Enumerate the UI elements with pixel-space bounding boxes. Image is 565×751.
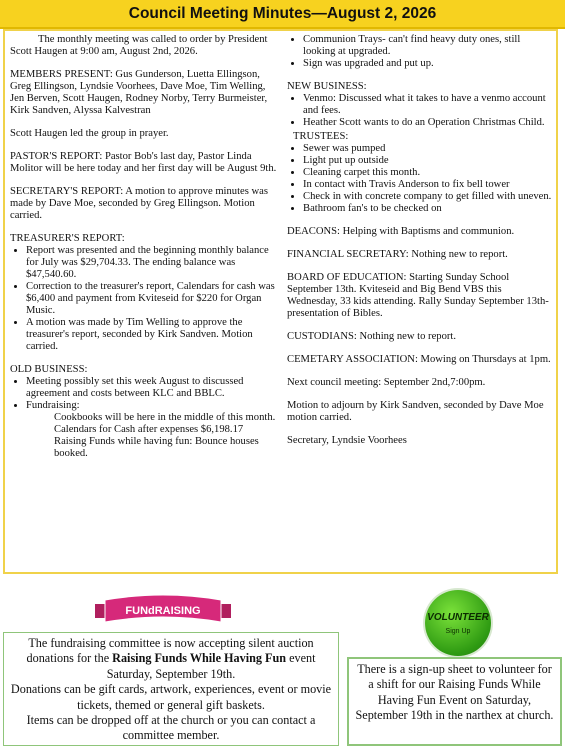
notice-line: event Saturday, September 19th. xyxy=(106,651,316,681)
trustees-heading: TRUSTEES: xyxy=(293,131,349,142)
list-item: • Communion Trays- can't find heavy duty ones, still looking at upgraded. xyxy=(303,34,553,58)
list-item: • Sewer was pumped xyxy=(303,143,553,155)
education-report: BOARD OF EDUCATION: Starting Sunday School September 13th. Kviteseid and Big Bend VBS this Wednesday, 33 kids attending. Rally Sunday September 13th- presentation of Bibles. xyxy=(287,272,549,319)
volunteer-signup-badge[interactable] xyxy=(425,590,491,656)
trustees-list xyxy=(287,143,553,215)
right-column xyxy=(287,34,553,458)
old-business-list xyxy=(10,376,278,412)
list-item: • In contact with Travis Anderson to fix bell tower xyxy=(303,179,553,191)
donation-types: Donations can be gift cards, artwork, experiences, event or movie tickets, themed or general gift baskets. xyxy=(10,682,332,712)
new-business-list xyxy=(287,93,553,129)
list-item: • Meeting possibly set this week August to discussed agreement and costs between KLC and BBLC. xyxy=(26,376,278,400)
volunteer-notice-text: There is a sign-up sheet to volunteer for a shift for our Raising Funds While Having Fun Event on Saturday, September 19th in the narthex at church. xyxy=(355,662,554,723)
pastor-report: PASTOR'S REPORT: Pastor Bob's last day, Pastor Linda Molitor will be here today and her first day will be August 9th. xyxy=(10,151,277,174)
list-item: • Report was presented and the beginning monthly balance for July was $29,704.33. The ending balance was $47,540.60. xyxy=(26,245,278,281)
old-business-heading: OLD BUSINESS: xyxy=(10,364,88,375)
minutes-frame xyxy=(3,29,558,574)
secretary-signature: Secretary, Lyndsie Voorhees xyxy=(287,435,407,446)
list-item: • Cleaning carpet this month. xyxy=(303,167,553,179)
fundraising-notice-text xyxy=(8,636,334,682)
drop-off-note: Items can be dropped off at the church or you can contact a committee member. xyxy=(26,713,316,743)
list-item: • Sign was upgraded and put up. xyxy=(303,58,553,70)
adjourn-motion: Motion to adjourn by Kirk Sandven, seconded by Dave Moe motion carried. xyxy=(287,400,544,423)
fundraising-subitem: Calendars for Cash after expenses $6,198.17 xyxy=(54,424,244,435)
list-item: • Correction to the treasurer's report, Calendars for cash was $6,400 and payment from Kviteseid for $220 for Organ Music. xyxy=(26,281,278,317)
fundraising-subitem: Raising Funds while having fun: Bounce houses booked. xyxy=(54,436,259,459)
secretary-report: SECRETARY'S REPORT: A motion to approve minutes was made by Dave Moe, seconded by Greg Ellingson. Motion carried. xyxy=(10,186,268,221)
fundraising-notice xyxy=(3,632,339,746)
list-item: • Venmo: Discussed what it takes to have a venmo account and fees. xyxy=(303,93,553,117)
banner-text: FUNdRAISING xyxy=(125,605,201,617)
list-item: • Check in with concrete company to get filled with uneven. xyxy=(303,191,553,203)
volunteer-badge-sub: Sign Up xyxy=(445,628,471,635)
deacons-report: DEACONS: Helping with Baptisms and communion. xyxy=(287,226,515,237)
fundraising-banner xyxy=(93,592,233,628)
volunteer-notice xyxy=(347,657,562,746)
event-name: Raising Funds While Having Fun xyxy=(112,651,287,666)
volunteer-badge-title: VOLUNTEER xyxy=(427,612,489,623)
financial-secretary-report: FINANCIAL SECRETARY: Nothing new to report. xyxy=(287,249,508,260)
list-item: • A motion was made by Tim Welling to approve the treasurer's report, seconded by Kirk Sandven. Motion carried. xyxy=(26,317,278,353)
pending-list xyxy=(287,34,553,70)
list-item: • Light put up outside xyxy=(303,155,553,167)
members-present: MEMBERS PRESENT: Gus Gunderson, Luetta Ellingson, Greg Ellingson, Lyndsie Voorhees, Dave Moe, Tim Welling, Jen Berven, Scott Haugen, Rodney Norby, Terry Burmeister, Kirk Sandven, Alyssa Kalvestran xyxy=(10,69,268,116)
treasurer-list xyxy=(10,245,278,353)
left-column xyxy=(10,34,278,460)
list-item: • Heather Scott wants to do an Operation Christmas Child. xyxy=(303,117,553,129)
prayer-note: Scott Haugen led the group in prayer. xyxy=(10,128,169,139)
opening-paragraph: The monthly meeting was called to order by President Scott Haugen at 9:00 am, August 2nd, 2026. xyxy=(10,34,268,57)
next-meeting: Next council meeting: September 2nd,7:00pm. xyxy=(287,377,486,388)
list-item: • Bathroom fan's to be checked on xyxy=(303,203,553,215)
cemetary-report: CEMETARY ASSOCIATION: Mowing on Thursdays at 1pm. xyxy=(287,354,551,365)
fundraising-subitem: Cookbooks will be here in the middle of this month. xyxy=(54,412,276,423)
treasurer-heading: TREASURER'S REPORT: xyxy=(10,233,125,244)
new-business-heading: NEW BUSINESS: xyxy=(287,81,367,92)
page-title: Council Meeting Minutes—August 2, 2026 xyxy=(0,0,565,29)
list-item: • Fundraising: xyxy=(26,400,278,412)
notice-line: The fundraising committee is now accepting silent auction donations for the xyxy=(26,636,314,666)
custodians-report: CUSTODIANS: Nothing new to report. xyxy=(287,331,457,342)
